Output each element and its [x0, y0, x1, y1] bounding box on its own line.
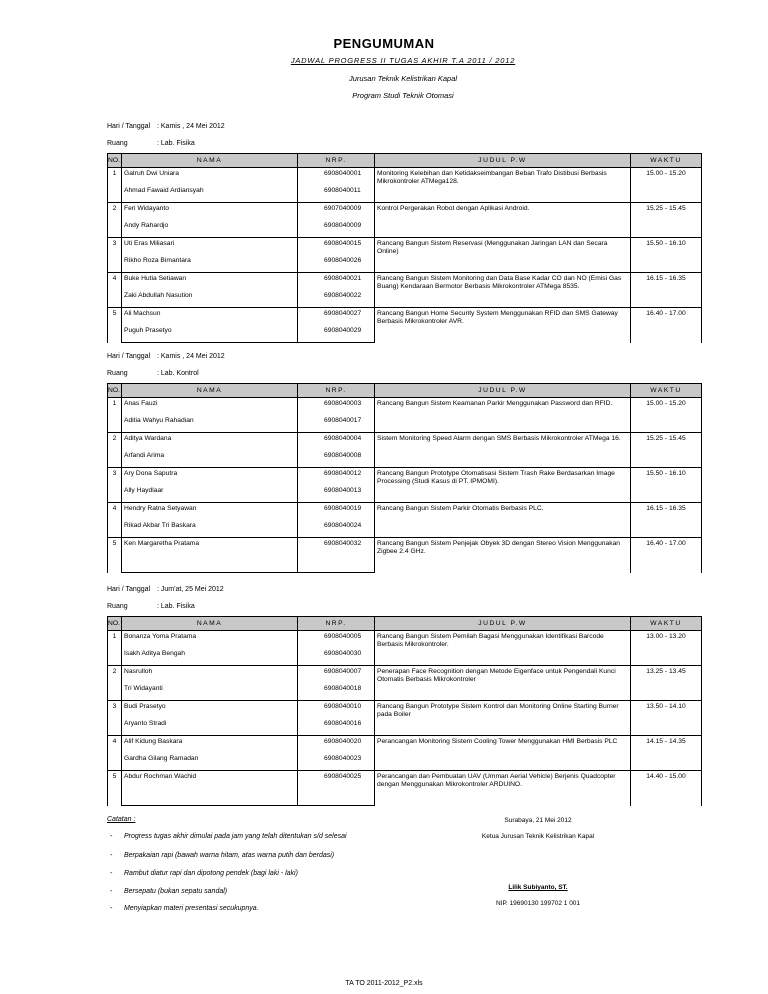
- student-name: Budi Prasetyo: [122, 701, 298, 719]
- thesis-title: Rancang Bangun Sistem Pemilah Bagasi Menggunakan Identifikasi Barcode Berbasis Mikrokontroler.: [375, 631, 631, 666]
- student-nrp: 6908040020: [298, 736, 375, 754]
- table-header-row: [108, 384, 702, 398]
- signature-name: Lilik Subiyanto, ST.: [508, 884, 568, 891]
- thesis-title: Rancang Bangun Prototype Otomatisasi Sistem Trash Rake Berdasarkan Image Processing (Studi Kasus di PT. IPMOMI).: [375, 468, 631, 503]
- student-name: [122, 555, 298, 573]
- thesis-title: Kontrol Pergerakan Robot dengan Aplikasi Android.: [375, 203, 631, 238]
- group-number: 2: [108, 203, 122, 238]
- time-slot: 14.15 - 14.35: [631, 736, 702, 771]
- column-header: NAMA: [122, 384, 298, 398]
- student-name: Gardha Gilang Ramadan: [122, 753, 298, 771]
- column-header: NO.: [108, 617, 122, 631]
- page-title: PENGUMUMAN: [333, 36, 435, 51]
- thesis-title: Rancang Bangun Sistem Monitoring dan Data Base Kadar CO dan NO (Emisi Gas Buang) Kendaraan Bermotor Berbasis Mikrokontroler ATMega 8535.: [375, 273, 631, 308]
- signature-role: Ketua Jurusan Teknik Kelistrikan Kapal: [481, 833, 595, 840]
- day-value: : Jum'at, 25 Mei 2012: [157, 586, 224, 593]
- student-nrp: 6908040030: [298, 648, 375, 666]
- thesis-title: Sistem Monitoring Speed Alarm dengan SMS Berbasis Mikrokontroler ATMega 16.: [375, 433, 631, 468]
- column-header: WAKTU: [631, 154, 702, 168]
- student-nrp: [298, 788, 375, 806]
- student-name: Gatruh Dwi Uniara: [122, 168, 298, 186]
- room-value: : Lab. Kontrol: [157, 370, 199, 377]
- student-name: Isakh Aditya Bengah: [122, 648, 298, 666]
- student-nrp: 6908040017: [298, 415, 375, 433]
- time-slot: 15.25 - 15.45: [631, 203, 702, 238]
- student-nrp: 6908040025: [298, 771, 375, 789]
- student-nrp: 6908040015: [298, 238, 375, 256]
- table-row: [108, 398, 702, 416]
- group-number: 3: [108, 701, 122, 736]
- room-label: Ruang: [107, 603, 128, 610]
- time-slot: 16.15 - 16.35: [631, 503, 702, 538]
- student-name: Rikho Roza Bimantara: [122, 255, 298, 273]
- time-slot: 16.15 - 16.35: [631, 273, 702, 308]
- time-slot: 16.40 - 17.00: [631, 308, 702, 343]
- day-label: Hari / Tanggal: [107, 353, 151, 360]
- table-row: [108, 736, 702, 754]
- room-value: : Lab. Fisika: [157, 140, 195, 147]
- thesis-title: Perancangan Monitoring Sistem Cooling Tower Menggunakan HMI Berbasis PLC: [375, 736, 631, 771]
- group-number: 1: [108, 168, 122, 203]
- student-nrp: 6908040005: [298, 631, 375, 649]
- student-nrp: 6908040018: [298, 683, 375, 701]
- student-nrp: [298, 555, 375, 573]
- student-nrp: 6908040023: [298, 753, 375, 771]
- group-number: 3: [108, 468, 122, 503]
- table-row: [108, 168, 702, 186]
- student-nrp: 6908040008: [298, 450, 375, 468]
- column-header: JUDUL P.W: [375, 617, 631, 631]
- group-number: 5: [108, 308, 122, 343]
- student-nrp: 6908040004: [298, 433, 375, 451]
- student-nrp: 6908040007: [298, 666, 375, 684]
- table-row: [108, 468, 702, 486]
- group-number: 4: [108, 273, 122, 308]
- student-nrp: 6908040001: [298, 168, 375, 186]
- schedule-table: [107, 616, 702, 806]
- student-nrp: 6907040009: [298, 203, 375, 221]
- student-name: Tri Widayanti: [122, 683, 298, 701]
- schedule-table: [107, 153, 702, 343]
- table-row: [108, 503, 702, 521]
- student-name: Ally Haydlaar: [122, 485, 298, 503]
- student-nrp: 6908040011: [298, 185, 375, 203]
- student-nrp: 6908040019: [298, 503, 375, 521]
- time-slot: 13.00 - 13.20: [631, 631, 702, 666]
- note-item: - Progress tugas akhir dimulai pada jam yang telah ditentukan s/d selesai: [110, 833, 347, 840]
- student-name: Alif Kidung Baskara: [122, 736, 298, 754]
- student-name: Buke Hutia Setiawan: [122, 273, 298, 291]
- student-name: Arfandi Arima: [122, 450, 298, 468]
- notes-title: Catatan :: [107, 816, 136, 823]
- group-number: 2: [108, 666, 122, 701]
- table-row: [108, 273, 702, 291]
- column-header: NAMA: [122, 617, 298, 631]
- time-slot: 16.40 - 17.00: [631, 538, 702, 573]
- student-nrp: 6908040032: [298, 538, 375, 556]
- thesis-title: Perancangan dan Pembuatan UAV (Umman Aerial Vehicle) Berjenis Quadcopter dengan Menggunakan Mikrokontroler ARDUINO.: [375, 771, 631, 806]
- column-header: NAMA: [122, 154, 298, 168]
- table-row: [108, 538, 702, 556]
- group-number: 1: [108, 631, 122, 666]
- group-number: 4: [108, 736, 122, 771]
- student-nrp: 6908040013: [298, 485, 375, 503]
- note-item: - Menyiapkan materi presentasi secukupnya.: [110, 905, 259, 912]
- student-name: Aditya Wardana: [122, 433, 298, 451]
- program-name: Program Studi Teknik Otomasi: [352, 91, 454, 100]
- student-nrp: 6908040009: [298, 220, 375, 238]
- column-header: NRP.: [298, 384, 375, 398]
- time-slot: 15.50 - 16.10: [631, 468, 702, 503]
- thesis-title: Penerapan Face Recognition dengan Metode Eigenface untuk Pengendali Kunci Otomatis Berbasis Mikrokontroler: [375, 666, 631, 701]
- student-name: Zaki Abdullah Nasution: [122, 290, 298, 308]
- schedule-table: [107, 383, 702, 573]
- student-name: Ken Margaretha Pratama: [122, 538, 298, 556]
- student-nrp: 6908040029: [298, 325, 375, 343]
- table-header-row: [108, 617, 702, 631]
- column-header: JUDUL P.W: [375, 154, 631, 168]
- time-slot: 13.25 - 13.45: [631, 666, 702, 701]
- student-name: Puguh Prasetyo: [122, 325, 298, 343]
- thesis-title: Rancang Bangun Sistem Reservasi (Menggunakan Jaringan LAN dan Secara Online): [375, 238, 631, 273]
- student-nrp: 6908040022: [298, 290, 375, 308]
- table-row: [108, 701, 702, 719]
- group-number: 5: [108, 538, 122, 573]
- table-row: [108, 666, 702, 684]
- thesis-title: Rancang Bangun Sistem Penjejak Obyek 3D dengan Stereo Vision Menggunakan Zigbee 2.4 GHz.: [375, 538, 631, 573]
- student-name: Ary Dona Saputra: [122, 468, 298, 486]
- footer-filename: TA TO 2011-2012_P2.xls: [345, 980, 423, 987]
- student-nrp: 6908040003: [298, 398, 375, 416]
- note-item: - Bersepatu (bukan sepatu sandal): [110, 888, 228, 895]
- student-name: Anas Fauzi: [122, 398, 298, 416]
- column-header: NO.: [108, 154, 122, 168]
- table-row: [108, 308, 702, 326]
- thesis-title: Rancang Bangun Sistem Parkir Otomatis Berbasis PLC.: [375, 503, 631, 538]
- column-header: WAKTU: [631, 384, 702, 398]
- room-value: : Lab. Fisika: [157, 603, 195, 610]
- time-slot: 13.50 - 14.10: [631, 701, 702, 736]
- signature-nip: NIP. 19690130 199702 1 001: [495, 900, 581, 907]
- room-label: Ruang: [107, 370, 128, 377]
- student-name: Andy Rahardjo: [122, 220, 298, 238]
- group-number: 2: [108, 433, 122, 468]
- column-header: JUDUL P.W: [375, 384, 631, 398]
- thesis-title: Monitoring Kelebihan dan Ketidakseimbangan Beban Trafo Distibusi Berbasis Mikrokontroler ATMega128.: [375, 168, 631, 203]
- column-header: NRP.: [298, 154, 375, 168]
- thesis-title: Rancang Bangun Prototype Sistem Kontrol dan Monitoring Online Starting Burner pada Boiler: [375, 701, 631, 736]
- time-slot: 15.50 - 16.10: [631, 238, 702, 273]
- student-name: Aditia Wahyu Rahadian: [122, 415, 298, 433]
- student-nrp: 6908040027: [298, 308, 375, 326]
- signature-place-date: Surabaya, 21 Mei 2012: [504, 817, 572, 824]
- table-header-row: [108, 154, 702, 168]
- student-nrp: 6908040026: [298, 255, 375, 273]
- student-nrp: 6908040010: [298, 701, 375, 719]
- student-name: Hendry Ratna Setyawan: [122, 503, 298, 521]
- column-header: NRP.: [298, 617, 375, 631]
- student-name: Ahmad Fawaid Ardiansyah: [122, 185, 298, 203]
- student-nrp: 6908040024: [298, 520, 375, 538]
- table-row: [108, 433, 702, 451]
- table-row: [108, 238, 702, 256]
- time-slot: 15.00 - 15.20: [631, 398, 702, 433]
- day-value: : Kamis , 24 Mei 2012: [157, 353, 225, 360]
- student-name: Uti Eras Miliasari: [122, 238, 298, 256]
- student-nrp: 6908040016: [298, 718, 375, 736]
- group-number: 4: [108, 503, 122, 538]
- table-row: [108, 771, 702, 789]
- time-slot: 15.25 - 15.45: [631, 433, 702, 468]
- department-name: Jurusan Teknik Kelistrikan Kapal: [348, 74, 458, 83]
- note-item: - Rambut diatur rapi dan dipotong pendek (bagi laki - laki): [110, 870, 298, 877]
- room-label: Ruang: [107, 140, 128, 147]
- day-label: Hari / Tanggal: [107, 123, 151, 130]
- student-name: [122, 788, 298, 806]
- table-row: [108, 203, 702, 221]
- day-value: : Kamis , 24 Mei 2012: [157, 123, 225, 130]
- schedule-subtitle: JADWAL PROGRESS II TUGAS AKHIR T.A 2011 / 2012: [290, 56, 516, 65]
- student-nrp: 6908040012: [298, 468, 375, 486]
- student-name: Abdur Rochman Wachid: [122, 771, 298, 789]
- group-number: 1: [108, 398, 122, 433]
- time-slot: 15.00 - 15.20: [631, 168, 702, 203]
- table-row: [108, 631, 702, 649]
- thesis-title: Rancang Bangun Home Security System Menggunakan RFID dan SMS Gateway Berbasis Mikrokontroler AVR.: [375, 308, 631, 343]
- student-name: Ali Machsun: [122, 308, 298, 326]
- note-item: - Berpakaian rapi (bawah warna hitam, atas warna putih dan berdasi): [110, 852, 335, 859]
- group-number: 3: [108, 238, 122, 273]
- student-name: Aryanto Stradi: [122, 718, 298, 736]
- thesis-title: Rancang Bangun Sistem Keamanan Parkir Menggunakan Password dan RFID.: [375, 398, 631, 433]
- day-label: Hari / Tanggal: [107, 586, 151, 593]
- student-name: Nasrulloh: [122, 666, 298, 684]
- column-header: WAKTU: [631, 617, 702, 631]
- time-slot: 14.40 - 15.00: [631, 771, 702, 806]
- student-name: Feri Widayanto: [122, 203, 298, 221]
- student-name: Bonanza Yoma Pratama: [122, 631, 298, 649]
- group-number: 5: [108, 771, 122, 806]
- student-name: Rikad Akbar Tri Baskara: [122, 520, 298, 538]
- student-nrp: 6908040021: [298, 273, 375, 291]
- column-header: NO.: [108, 384, 122, 398]
